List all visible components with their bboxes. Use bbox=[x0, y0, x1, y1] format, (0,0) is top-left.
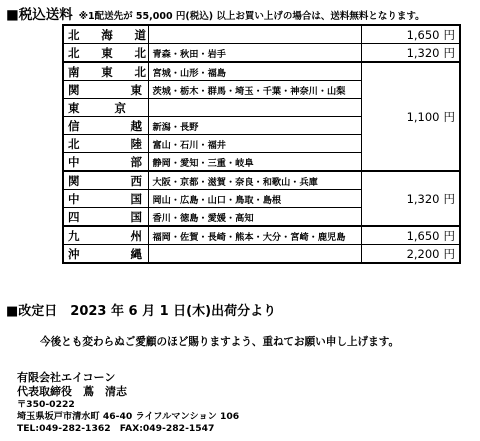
region-cell: 四 国 bbox=[63, 208, 148, 227]
region-cell: 信 越 bbox=[63, 117, 148, 135]
prefecture-cell: 富山・石川・福井 bbox=[148, 135, 361, 153]
prefecture-cell: 茨城・栃木・群馬・埼玉・千葉・神奈川・山梨 bbox=[148, 81, 361, 99]
representative: 代表取締役 蔦 清志 bbox=[17, 385, 127, 398]
table-row bbox=[63, 62, 460, 81]
table-row bbox=[63, 245, 460, 264]
postal-code: 〒350-0222 bbox=[17, 399, 75, 410]
price-cell: 2,200 円 bbox=[361, 245, 460, 264]
table-row bbox=[63, 171, 460, 190]
prefecture-cell bbox=[148, 25, 361, 44]
region-cell: 東 京 bbox=[63, 99, 148, 117]
region-cell: 北 東 北 bbox=[63, 44, 148, 63]
prefecture-cell: 大阪・京都・滋賀・奈良・和歌山・兵庫 bbox=[148, 171, 361, 190]
free-shipping-note: ※1配送先が 55,000 円(税込) 以上お買い上げの場合は、送料無料となります。 bbox=[78, 11, 425, 22]
prefecture-cell: 静岡・愛知・三重・岐阜 bbox=[148, 153, 361, 172]
section-title: ■税込送料 bbox=[6, 7, 73, 23]
company-block bbox=[17, 371, 239, 435]
contact-numbers: TEL:049-282-1362 FAX:049-282-1547 bbox=[17, 423, 215, 434]
prefecture-cell: 宮城・山形・福島 bbox=[148, 62, 361, 81]
region-cell: 関 東 bbox=[63, 81, 148, 99]
table-row bbox=[63, 44, 460, 63]
price-cell-shared: 1,320 円 bbox=[361, 171, 460, 226]
revision-date: ■改定日 2023 年 6 月 1 日(木)出荷分より bbox=[6, 304, 277, 319]
company-name: 有限会社エイコーン bbox=[17, 371, 116, 384]
region-cell: 中 国 bbox=[63, 190, 148, 208]
prefecture-cell: 新潟・長野 bbox=[148, 117, 361, 135]
region-cell: 関 西 bbox=[63, 171, 148, 190]
prefecture-cell: 青森・秋田・岩手 bbox=[148, 44, 361, 63]
region-cell: 沖 縄 bbox=[63, 245, 148, 264]
region-cell: 北 海 道 bbox=[63, 25, 148, 44]
region-cell: 九 州 bbox=[63, 226, 148, 245]
shipping-header bbox=[6, 3, 425, 23]
prefecture-cell bbox=[148, 99, 361, 117]
price-cell: 1,650 円 bbox=[361, 25, 460, 44]
prefecture-cell: 岡山・広島・山口・鳥取・島根 bbox=[148, 190, 361, 208]
prefecture-cell: 香川・徳島・愛媛・高知 bbox=[148, 208, 361, 227]
region-cell: 中 部 bbox=[63, 153, 148, 172]
table-row bbox=[63, 226, 460, 245]
address: 埼玉県坂戸市清水町 46-40 ライフルマンション 106 bbox=[17, 411, 240, 422]
table-row bbox=[63, 25, 460, 44]
shipping-rate-table bbox=[62, 24, 461, 264]
price-cell: 1,650 円 bbox=[361, 226, 460, 245]
region-cell: 南 東 北 bbox=[63, 62, 148, 81]
price-cell: 1,320 円 bbox=[361, 44, 460, 63]
price-cell-shared: 1,100 円 bbox=[361, 62, 460, 171]
closing-message: 今後とも変わらぬご愛顧のほど賜りますよう、重ねてお願い申し上げます。 bbox=[40, 336, 400, 348]
region-cell: 北 陸 bbox=[63, 135, 148, 153]
prefecture-cell bbox=[148, 245, 361, 264]
prefecture-cell: 福岡・佐賀・長崎・熊本・大分・宮崎・鹿児島 bbox=[148, 226, 361, 245]
